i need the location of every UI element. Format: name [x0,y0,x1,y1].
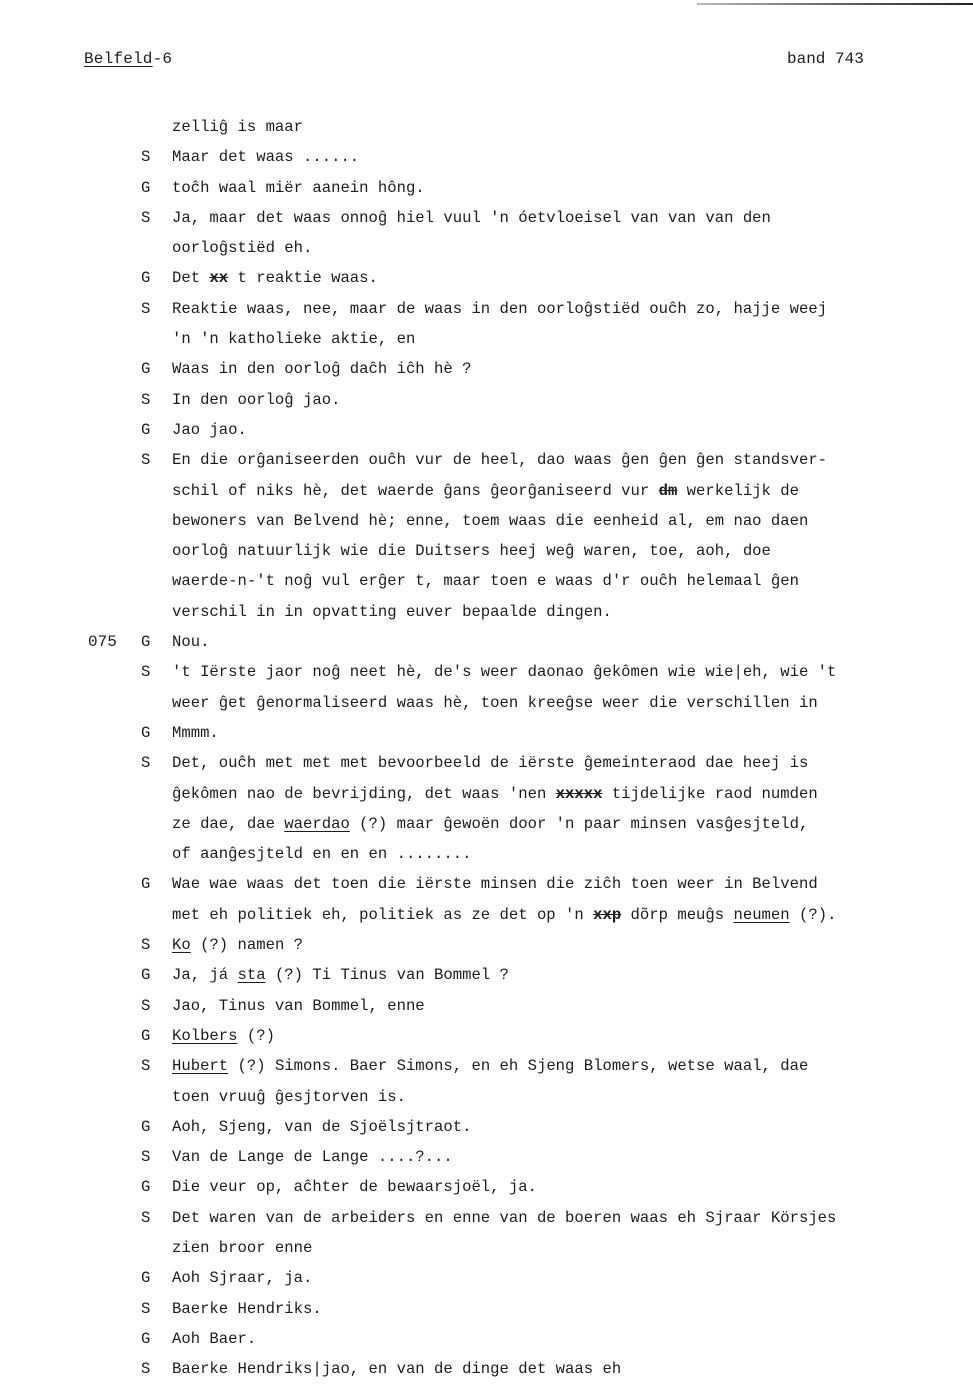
transcript-line [0,930,973,960]
line-text: Van de Lange de Lange ....?... [172,1148,453,1167]
line-text: Baerke Hendriks|jao, en van de dinge det waas eh [172,1360,622,1379]
text-fragment: tijdelijke raod numden [602,784,818,803]
transcript-line [0,1294,973,1324]
line-text: toĉh waal miër aanein hông. [172,178,425,197]
text-fragment: ze dae, dae [172,814,285,833]
transcript-line [0,869,973,899]
transcript-line [0,385,973,415]
line-text: En die orĝaniseerden ouĉh vur de heel, dao waas ĝen ĝen ĝen standsver- [172,451,828,470]
transcript-line [0,1082,973,1112]
line-text: In den oorloĝ jao. [172,390,341,409]
speaker-label: G [141,966,151,985]
text-fragment: t reaktie waas. [228,269,378,288]
speaker-label: S [141,1299,151,1318]
transcript-line [0,779,973,809]
transcript-line [0,1172,973,1202]
transcript-line [0,1324,973,1354]
speaker-label: S [141,1148,151,1167]
text-fragment: (?) namen ? [190,936,304,955]
line-text: Det waren van de arbeiders en enne van de boeren waas eh Sjraar Körsjes [172,1208,837,1227]
line-text: Det, ouĉh met met met bevoorbeeld de iërste ĝemeinteraod dae heej is [172,754,809,773]
text-fragment: (?). [789,905,837,924]
line-text: Nou. [172,633,210,652]
transcript-line [0,354,973,384]
line-text: weer ĝet ĝenormaliseerd waas hè, toen kreeĝse weer die verschillen in [172,693,818,712]
speaker-label: S [141,390,151,409]
transcript-line [0,1051,973,1081]
line-text: Wae wae waas det toen die iërste minsen die ziĉh toen weer in Belvend [172,875,818,894]
speaker-label: G [141,360,151,379]
transcript-line [0,627,973,657]
line-text: oorloĝstiëd eh. [172,239,313,258]
transcript-line [0,1203,973,1233]
title-place: Belfeld [84,50,153,68]
line-text: bewoners van Belvend hè; enne, toem waas die eenheid al, em nao daen [172,511,809,530]
text-fragment: met eh politiek eh, politiek as ze det op 'n [172,905,594,924]
speaker-label: S [141,663,151,682]
line-text [172,930,303,960]
speaker-label: G [141,420,151,439]
text-fragment: schil of niks hè, det waerde ĝans ĝeorĝaniseerd vur [172,481,659,500]
struck-text: dm [658,481,678,500]
line-text: oorloĝ natuurlijk wie die Duitsers heej weĝ waren, toe, aoh, doe [172,542,771,561]
line-text: Aoh Baer. [172,1329,257,1348]
line-text [172,476,799,506]
transcript-line [0,1021,973,1051]
speaker-label: G [141,1329,151,1348]
text-fragment: (?) Simons. Baer Simons, en eh Sjeng Blomers, wetse waal, dae [228,1057,809,1076]
transcript-line [0,960,973,990]
speaker-label: G [141,723,151,742]
line-text [172,809,808,839]
speaker-label: G [141,1269,151,1288]
speaker-label: S [141,996,151,1015]
speaker-label: S [141,1208,151,1227]
struck-text: xxp [593,905,622,924]
uncertain-word: Hubert [172,1057,229,1076]
uncertain-word: neumen [733,905,790,924]
transcript [0,112,973,1384]
transcript-line [0,566,973,596]
line-text [172,1051,808,1081]
speaker-label: S [141,936,151,955]
transcript-line [0,233,973,263]
transcript-line [0,991,973,1021]
transcript-line [0,688,973,718]
top-edge-rule [697,3,973,5]
text-fragment: werkelijk de [677,481,799,500]
text-fragment: (?) [237,1026,275,1045]
speaker-label: S [141,299,151,318]
line-text: Baerke Hendriks. [172,1299,322,1318]
line-text [172,1021,275,1051]
transcript-line [0,415,973,445]
line-text: toen vruuĝ ĝesjtorven is. [172,1087,406,1106]
tape-counter: 075 [88,633,117,652]
speaker-label: S [141,451,151,470]
line-text: Die veur op, aĉhter de bewaarsjoël, ja. [172,1178,537,1197]
speaker-label: G [141,875,151,894]
transcript-line [0,173,973,203]
line-text: 't Iërste jaor noĝ neet hè, de's weer daonao ĝekômen wie wie|eh, wie 't [172,663,837,682]
line-text: 'n 'n katholieke aktie, en [172,330,416,349]
title-suffix: -6 [152,50,173,68]
text-fragment: Ja, já [172,966,238,985]
line-text [172,779,818,809]
speaker-label: G [141,1026,151,1045]
text-fragment: (?) maar ĝewoën door 'n paar minsen vasĝesjteld, [349,814,809,833]
transcript-line [0,294,973,324]
transcript-line [0,506,973,536]
transcript-line [0,839,973,869]
transcript-line [0,1354,973,1384]
transcript-line [0,1233,973,1263]
line-text: of aanĝesjteld en en en ........ [172,845,472,864]
line-text: zelliĝ is maar [172,118,304,136]
line-text: waerde-n-'t noĝ vul erĝer t, maar toen e waas d'r ouĉh helemaal ĝen [172,572,799,591]
text-fragment: ĝekômen nao de bevrijding, det waas 'nen [172,784,556,803]
line-text: Aoh, Sjeng, van de Sjoëlsjtraot. [172,1117,472,1136]
speaker-label: G [141,178,151,197]
uncertain-word: Ko [172,936,191,955]
transcript-line [0,112,973,142]
line-text: Waas in den oorloĝ daĉh iĉh hè ? [172,360,472,379]
transcript-line [0,809,973,839]
text-fragment: (?) Ti Tinus van Bommel ? [265,966,509,985]
line-text [172,263,378,293]
transcript-line [0,597,973,627]
speaker-label: S [141,208,151,227]
speaker-label: G [141,1178,151,1197]
speaker-label: G [141,1117,151,1136]
struck-text: xx [209,269,229,288]
transcript-line [0,536,973,566]
line-text: Mmmm. [172,723,219,742]
transcript-line [0,263,973,293]
speaker-label: G [141,269,151,288]
line-text: Jao, Tinus van Bommel, enne [172,996,425,1015]
transcript-line [0,1142,973,1172]
line-text: zien broor enne [172,1238,313,1257]
speaker-label: S [141,1360,151,1379]
line-text: Maar det waas ...... [172,148,360,167]
line-text [172,960,509,990]
transcript-line [0,476,973,506]
line-text [172,900,836,930]
transcript-line [0,203,973,233]
speaker-label: S [141,1057,151,1076]
line-text: Jao jao. [172,420,247,439]
line-text: Aoh Sjraar, ja. [172,1269,313,1288]
speaker-label: S [141,148,151,167]
tape-number: band 743 [787,50,864,68]
transcript-line [0,324,973,354]
struck-text: xxxxx [555,784,603,803]
transcript-line [0,748,973,778]
transcript-line [0,1263,973,1293]
uncertain-word: Kolbers [172,1026,238,1045]
transcript-line [0,445,973,475]
uncertain-word: waerdao [284,814,350,833]
line-text: verschil in in opvatting euver bepaalde dingen. [172,602,612,621]
document-title [84,50,172,68]
transcript-line [0,1112,973,1142]
speaker-label: S [141,754,151,773]
line-text: Ja, maar det waas onnoĝ hiel vuul 'n óetvloeisel van van van den [172,208,771,227]
text-fragment: dõrp meuĝs [621,905,734,924]
text-fragment: Det [172,269,210,288]
transcript-line [0,718,973,748]
uncertain-word: sta [237,966,266,985]
transcript-line [0,900,973,930]
transcript-line [0,142,973,172]
transcript-line [0,657,973,687]
line-text: Reaktie waas, nee, maar de waas in den oorloĝstiëd ouĉh zo, hajje weej [172,299,828,318]
speaker-label: G [141,633,151,652]
